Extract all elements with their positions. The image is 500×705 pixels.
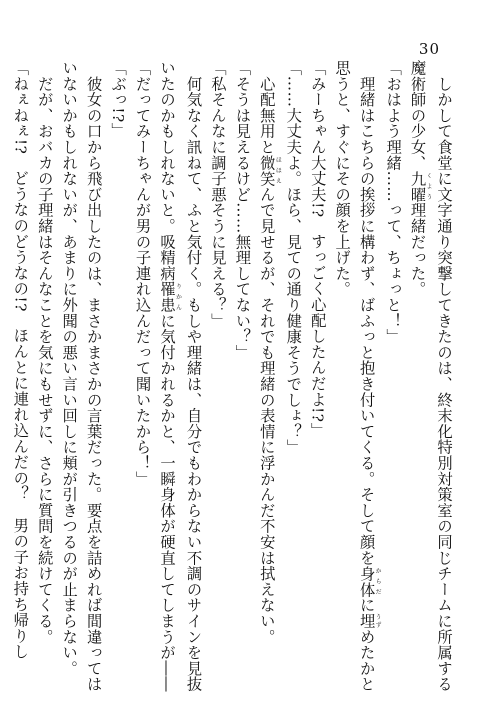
ruby-reading: くよう bbox=[425, 170, 433, 203]
ruby-reading: りかん bbox=[174, 281, 182, 313]
text-segment: 何気なく訊ねて、ふと気付く。もしや理緒は、自分でもわからない不調のサインを見抜 bbox=[184, 60, 203, 692]
text-segment: 「おはよう理緒……って、ちょっと！」 bbox=[384, 60, 403, 345]
text-segment: いないかもしれないが、あまりに外聞の悪い言い回しに頬が引きつるのが止まらない。 bbox=[60, 60, 79, 677]
ruby-reading: ほほえ bbox=[274, 154, 282, 187]
text-line bbox=[8, 60, 32, 686]
text-segment: 「ぶっ!?」 bbox=[109, 60, 128, 139]
text-segment: 思うと、すぐにその顔を上げた。 bbox=[333, 60, 352, 297]
ruby-reading: からだ bbox=[374, 565, 382, 598]
text-segment: しかして食堂に文字通り突撃してきたのは、終末化特別対策室の同じチームに所属する bbox=[435, 60, 453, 692]
text-line bbox=[330, 60, 354, 686]
text-segment: んで見せるが、それでも理緒の表情に浮かんだ不安は拭えない。 bbox=[257, 186, 276, 645]
text-line bbox=[305, 60, 329, 686]
ruby-annotation bbox=[158, 281, 182, 313]
ruby-annotation bbox=[357, 613, 382, 629]
text-line bbox=[254, 60, 280, 686]
text-segment: めたかと bbox=[357, 628, 376, 693]
text-line bbox=[432, 60, 456, 692]
ruby-base: 埋 bbox=[357, 613, 376, 629]
text-line bbox=[32, 60, 56, 686]
text-line bbox=[155, 60, 182, 693]
text-line bbox=[205, 60, 229, 686]
text-line bbox=[354, 60, 382, 693]
text-segment: に bbox=[357, 597, 376, 614]
text-segment: 理緒だった。 bbox=[408, 202, 427, 298]
ruby-base: 身体 bbox=[357, 565, 376, 598]
text-line bbox=[130, 60, 154, 686]
text-segment: 「みーちゃん大丈夫!? すっごく心配したんだよ!?」 bbox=[308, 60, 327, 439]
text-line bbox=[381, 60, 405, 686]
ruby-base: 九曜 bbox=[408, 170, 427, 203]
text-line bbox=[106, 60, 130, 686]
text-line bbox=[57, 60, 81, 686]
ruby-annotation bbox=[408, 170, 433, 203]
text-line bbox=[405, 60, 431, 686]
text-line bbox=[181, 60, 205, 692]
text-segment: に気付かれるかと、一瞬身体が硬直してしまうが―― bbox=[158, 312, 177, 693]
ruby-base: 微笑 bbox=[257, 154, 276, 187]
ruby-reading: うず bbox=[374, 613, 382, 629]
text-segment: いたのかもしれないと。吸精病 bbox=[158, 60, 177, 282]
ruby-base: 罹患 bbox=[158, 281, 177, 313]
text-segment: 「そうは見えるけど……無理してない？」 bbox=[233, 60, 252, 361]
text-segment: 「私そんなに調子悪そうに見える？」 bbox=[208, 60, 227, 329]
ruby-annotation bbox=[257, 154, 282, 187]
text-line bbox=[81, 60, 105, 692]
vertical-text-body bbox=[11, 60, 456, 693]
page-number: 30 bbox=[418, 40, 440, 58]
text-line bbox=[281, 60, 305, 686]
text-segment: 「……大丈夫よ。ほら、見ての通り健康そうでしょ？」 bbox=[284, 60, 303, 455]
text-segment: 魔術師の少女、 bbox=[408, 60, 427, 171]
text-segment: だが、おバカの子理緒はそんなことを気にもせずに、さらに質問を続けてくる。 bbox=[35, 60, 54, 645]
text-segment: 「ねぇねぇ!? どうなのどうなの!? ほんとに連れ込んだの？ 男の子お持ち帰りし bbox=[11, 60, 30, 660]
ruby-annotation bbox=[357, 565, 382, 598]
text-line bbox=[230, 60, 254, 686]
text-segment: 心配無用と bbox=[257, 60, 276, 155]
text-segment: 「だってみーちゃんが男の子連れ込んだって聞いたから！」 bbox=[133, 60, 152, 487]
text-segment: 彼女の口から飛び出したのは、まさかまさかの言葉だった。要点を詰めれば間違っては bbox=[84, 60, 103, 692]
text-segment: 理緒はこちらの挨拶に構わず、ばふっと抱き付いてくる。そして顔を bbox=[357, 60, 376, 566]
